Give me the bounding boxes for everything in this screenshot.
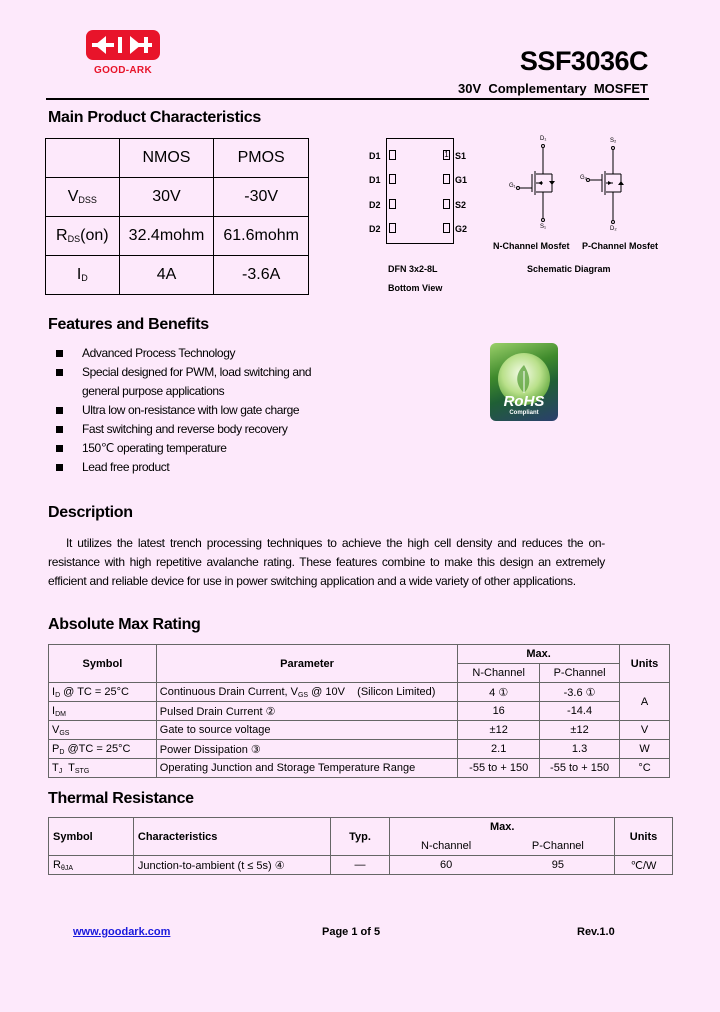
table-row xyxy=(49,645,670,664)
table-row xyxy=(46,178,309,217)
table-cell: 4 ① xyxy=(458,683,540,702)
table-header: N-channel xyxy=(390,837,502,856)
header-rule xyxy=(46,98,649,100)
pin-label: G2 xyxy=(455,224,468,234)
package-caption: DFN 3x2-8L xyxy=(388,264,438,274)
table-row xyxy=(49,856,673,875)
table-cell: A xyxy=(620,683,670,721)
rohs-sub-text: Compliant xyxy=(509,410,539,416)
abs-max-table xyxy=(48,644,670,778)
pad xyxy=(389,174,396,184)
page-number: Page 1 of 5 xyxy=(322,926,381,938)
good-ark-logo-icon xyxy=(86,30,160,60)
pad xyxy=(443,174,450,184)
table-cell: °C xyxy=(620,759,670,778)
table-header: N-Channel xyxy=(458,664,540,683)
pin-label: D2 xyxy=(369,224,381,234)
table-cell: 2.1 xyxy=(458,740,540,759)
table-cell: ID @ TC = 25°C xyxy=(49,683,157,702)
pin-label: D1 xyxy=(369,175,381,185)
table-cell: ±12 xyxy=(458,721,540,740)
list-item: 150℃ operating temperature xyxy=(48,439,348,458)
table-row xyxy=(49,702,670,721)
table-cell: ±12 xyxy=(540,721,620,740)
table-header: Units xyxy=(615,818,673,856)
table-cell: 61.6mohm xyxy=(214,217,309,256)
rohs-text: RoHS xyxy=(503,393,545,410)
schematic-caption: Schematic Diagram xyxy=(527,264,611,274)
table-row xyxy=(49,818,673,837)
logo-text: GOOD-ARK xyxy=(94,65,152,76)
table-cell: TJ TSTG xyxy=(49,759,157,778)
pin-label: D2 xyxy=(369,200,381,210)
table-row xyxy=(46,217,309,256)
table-cell: Power Dissipation ③ xyxy=(156,740,457,759)
table-header: Characteristics xyxy=(133,818,330,856)
features-list xyxy=(48,344,348,477)
n-gate-label: G₁ xyxy=(509,183,516,189)
revision: Rev.1.0 xyxy=(577,926,615,938)
table-header: Max. xyxy=(458,645,620,664)
table-cell: -55 to + 150 xyxy=(540,759,620,778)
table-cell xyxy=(46,139,120,178)
list-item: Fast switching and reverse body recovery xyxy=(48,420,348,439)
header-subtitle: 30V Complementary MOSFET xyxy=(458,81,648,96)
table-cell: 32.4mohm xyxy=(119,217,214,256)
list-item: Lead free product xyxy=(48,458,348,477)
description-title: Description xyxy=(48,504,133,521)
rohs-badge xyxy=(490,343,558,421)
pad xyxy=(389,150,396,160)
table-cell: -30V xyxy=(214,178,309,217)
table-cell: 30V xyxy=(119,178,214,217)
pad xyxy=(389,199,396,209)
table-cell: 1.3 xyxy=(540,740,620,759)
list-item: Advanced Process Technology xyxy=(48,344,348,363)
pad: 1 xyxy=(444,150,449,159)
list-item: Special designed for PWM, load switching and general purpose applications xyxy=(48,363,348,401)
table-cell: 16 xyxy=(458,702,540,721)
pin-label: G1 xyxy=(455,175,468,185)
pin-label: D1 xyxy=(369,151,381,161)
n-drain-label: D₁ xyxy=(540,136,547,142)
package-drawing xyxy=(366,138,476,246)
table-header: P-Channel xyxy=(540,664,620,683)
table-row xyxy=(46,139,309,178)
main-char-table xyxy=(45,138,309,295)
thermal-title: Thermal Resistance xyxy=(48,790,194,807)
table-cell: $R_{DS}(on)$ xyxy=(46,217,120,256)
table-cell: Gate to source voltage xyxy=(156,721,457,740)
abs-max-title: Absolute Max Rating xyxy=(48,616,201,633)
features-title: Features and Benefits xyxy=(48,316,209,333)
table-cell: NMOS xyxy=(119,139,214,178)
table-cell: W xyxy=(620,740,670,759)
footer-link[interactable]: www.goodark.com xyxy=(73,926,171,938)
table-header: Max. xyxy=(390,818,615,837)
table-cell: $V_{DSS}$ xyxy=(46,178,120,217)
table-cell: VGS xyxy=(49,721,157,740)
pad xyxy=(443,223,450,233)
table-cell: ℃/W xyxy=(615,856,673,875)
part-number: SSF3036C xyxy=(519,46,648,76)
p-drain-label: D₂ xyxy=(610,226,617,232)
table-cell: RθJA xyxy=(49,856,134,875)
schematic-diagram xyxy=(500,138,670,238)
table-cell: -14.4 xyxy=(540,702,620,721)
table-header: Symbol xyxy=(49,818,134,856)
package-caption-2: Bottom View xyxy=(388,283,443,293)
table-cell: $I_D$ xyxy=(46,256,120,295)
list-item: Ultra low on-resistance with low gate charge xyxy=(48,401,348,420)
table-cell: PMOS xyxy=(214,139,309,178)
pin-label: S1 xyxy=(455,151,467,161)
pad xyxy=(443,199,450,209)
thermal-table xyxy=(48,817,673,875)
p-source-label: S₂ xyxy=(610,138,617,144)
table-header: Parameter xyxy=(156,645,457,683)
table-row xyxy=(49,721,670,740)
table-cell: Operating Junction and Storage Temperature Range xyxy=(156,759,457,778)
mosfet-schematic-icon xyxy=(500,138,670,238)
table-cell: -3.6 ① xyxy=(540,683,620,702)
table-row xyxy=(49,740,670,759)
table-cell: 95 xyxy=(502,856,615,875)
table-cell: V xyxy=(620,721,670,740)
table-header: Typ. xyxy=(330,818,390,856)
p-gate-label: G₂ xyxy=(580,175,587,181)
logo xyxy=(86,30,160,76)
pad xyxy=(389,223,396,233)
table-row xyxy=(46,256,309,295)
table-cell: PD @TC = 25°C xyxy=(49,740,157,759)
table-cell: -3.6A xyxy=(214,256,309,295)
table-cell: -55 to + 150 xyxy=(458,759,540,778)
main-char-title: Main Product Characteristics xyxy=(48,109,261,126)
table-header: Units xyxy=(620,645,670,683)
table-cell: Continuous Drain Current, VGS @ 10V (Silicon Limited) xyxy=(156,683,457,702)
n-channel-label: N-Channel Mosfet xyxy=(493,241,570,251)
table-header: P-Channel xyxy=(502,837,615,856)
table-cell: Pulsed Drain Current ② xyxy=(156,702,457,721)
table-cell: — xyxy=(330,856,390,875)
table-cell: 4A xyxy=(119,256,214,295)
leaf-shape-icon xyxy=(510,361,538,395)
p-channel-label: P-Channel Mosfet xyxy=(582,241,659,251)
pin-label: S2 xyxy=(455,200,467,210)
table-header: Symbol xyxy=(49,645,157,683)
n-source-label: S₁ xyxy=(540,224,547,230)
description-text: It utilizes the latest trench processing techniques to achieve the high cell density and reduces the on-resistance with high repetitive avalanche rating. These features combine to make this design an extremely efficient and reliable device for use in power switching application and a wide variety of other applications. xyxy=(48,536,605,588)
table-row xyxy=(49,683,670,702)
table-cell: IDM xyxy=(49,702,157,721)
table-row xyxy=(49,759,670,778)
table-cell: 60 xyxy=(390,856,502,875)
table-cell: Junction-to-ambient (t ≤ 5s) ④ xyxy=(133,856,330,875)
